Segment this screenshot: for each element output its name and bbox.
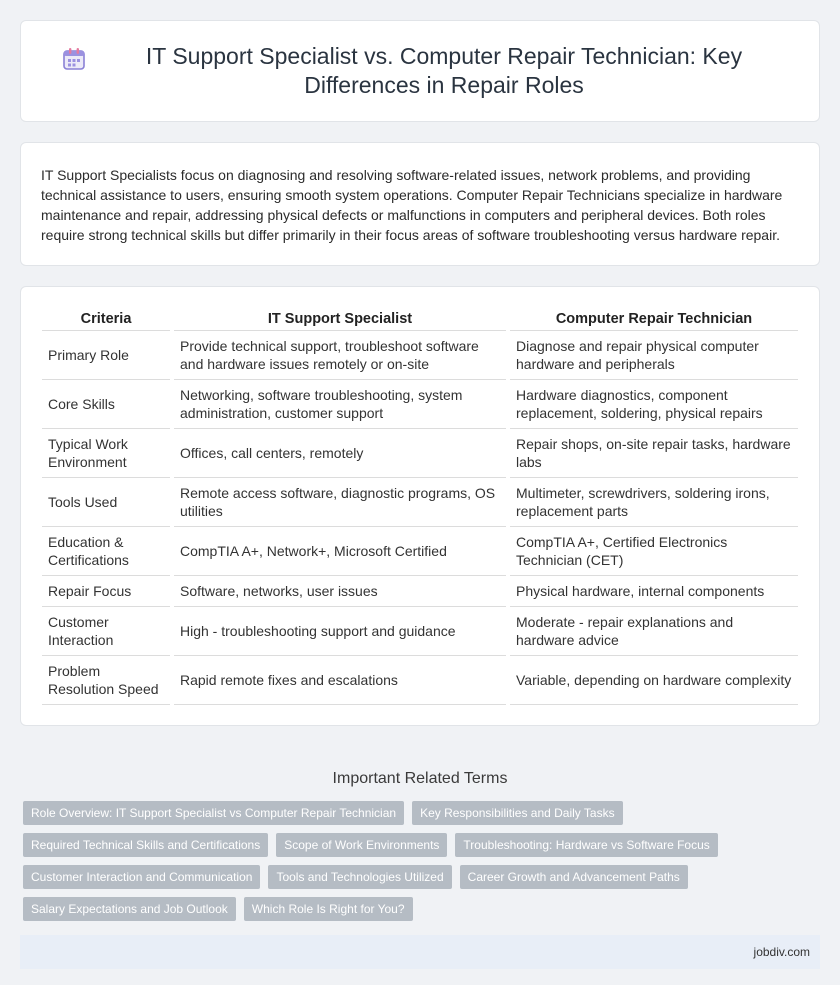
related-term-tag[interactable]: Key Responsibilities and Daily Tasks bbox=[412, 801, 623, 825]
repair-tech-cell: CompTIA A+, Certified Electronics Technician (CET) bbox=[510, 527, 798, 576]
related-term-tag[interactable]: Scope of Work Environments bbox=[276, 833, 447, 857]
header-criteria: Criteria bbox=[42, 308, 170, 331]
page-title: IT Support Specialist vs. Computer Repair Technician: Key Differences in Repair Roles bbox=[145, 43, 743, 98]
it-support-cell: Offices, call centers, remotely bbox=[174, 429, 506, 478]
it-support-cell: Rapid remote fixes and escalations bbox=[174, 656, 506, 705]
footer-site-link[interactable]: jobdiv.com bbox=[753, 945, 810, 959]
table-row bbox=[42, 656, 798, 705]
intro-card bbox=[20, 142, 820, 266]
criteria-cell: Typical Work Environment bbox=[42, 429, 170, 478]
table-row bbox=[42, 527, 798, 576]
related-term-tag[interactable]: Which Role Is Right for You? bbox=[244, 897, 413, 921]
related-term-tag[interactable]: Customer Interaction and Communication bbox=[23, 865, 260, 889]
it-support-cell: Remote access software, diagnostic programs, OS utilities bbox=[174, 478, 506, 527]
repair-tech-cell: Hardware diagnostics, component replacement, soldering, physical repairs bbox=[510, 380, 798, 429]
it-support-cell: CompTIA A+, Network+, Microsoft Certified bbox=[174, 527, 506, 576]
it-support-cell: Software, networks, user issues bbox=[174, 576, 506, 607]
criteria-cell: Tools Used bbox=[42, 478, 170, 527]
title-card bbox=[20, 20, 820, 122]
related-term-tag[interactable]: Role Overview: IT Support Specialist vs Computer Repair Technician bbox=[23, 801, 404, 825]
related-terms-section bbox=[0, 770, 840, 921]
criteria-cell: Customer Interaction bbox=[42, 607, 170, 656]
criteria-cell: Education & Certifications bbox=[42, 527, 170, 576]
repair-tech-cell: Diagnose and repair physical computer hardware and peripherals bbox=[510, 331, 798, 380]
related-term-tag[interactable]: Tools and Technologies Utilized bbox=[268, 865, 451, 889]
table-row bbox=[42, 478, 798, 527]
repair-tech-cell: Variable, depending on hardware complexity bbox=[510, 656, 798, 705]
related-terms-title: Important Related Terms bbox=[332, 770, 508, 787]
table-row bbox=[42, 380, 798, 429]
criteria-cell: Core Skills bbox=[42, 380, 170, 429]
it-support-cell: High - troubleshooting support and guidance bbox=[174, 607, 506, 656]
it-support-cell: Networking, software troubleshooting, system administration, customer support bbox=[174, 380, 506, 429]
repair-tech-cell: Repair shops, on-site repair tasks, hardware labs bbox=[510, 429, 798, 478]
header-it-support: IT Support Specialist bbox=[174, 308, 506, 331]
related-term-tag[interactable]: Salary Expectations and Job Outlook bbox=[23, 897, 236, 921]
criteria-cell: Problem Resolution Speed bbox=[42, 656, 170, 705]
repair-tech-cell: Multimeter, screwdrivers, soldering irons, replacement parts bbox=[510, 478, 798, 527]
table-row bbox=[42, 331, 798, 380]
table-row bbox=[42, 429, 798, 478]
related-term-tag[interactable]: Career Growth and Advancement Paths bbox=[460, 865, 688, 889]
repair-tech-cell: Physical hardware, internal components bbox=[510, 576, 798, 607]
comparison-table bbox=[38, 308, 802, 705]
calendar-icon bbox=[61, 46, 87, 72]
intro-paragraph: IT Support Specialists focus on diagnosing and resolving software-related issues, network problems, and providing technical assistance to users, ensuring smooth system operations. Computer Repair Technicians specialize in hardware maintenance and repair, addressing physical defects or malfunctions in computers and peripheral devices. Both roles require strong technical skills but differ primarily in their focus areas of software troubleshooting versus hardware repair. bbox=[41, 167, 783, 243]
table-row bbox=[42, 607, 798, 656]
comparison-card bbox=[20, 286, 820, 726]
footer bbox=[20, 935, 820, 969]
criteria-cell: Repair Focus bbox=[42, 576, 170, 607]
related-terms-tags bbox=[0, 801, 840, 921]
table-row bbox=[42, 576, 798, 607]
criteria-cell: Primary Role bbox=[42, 331, 170, 380]
header-repair-tech: Computer Repair Technician bbox=[510, 308, 798, 331]
it-support-cell: Provide technical support, troubleshoot software and hardware issues remotely or on-site bbox=[174, 331, 506, 380]
repair-tech-cell: Moderate - repair explanations and hardware advice bbox=[510, 607, 798, 656]
related-term-tag[interactable]: Troubleshooting: Hardware vs Software Focus bbox=[455, 833, 717, 857]
related-term-tag[interactable]: Required Technical Skills and Certifications bbox=[23, 833, 268, 857]
table-header-row bbox=[42, 308, 798, 331]
